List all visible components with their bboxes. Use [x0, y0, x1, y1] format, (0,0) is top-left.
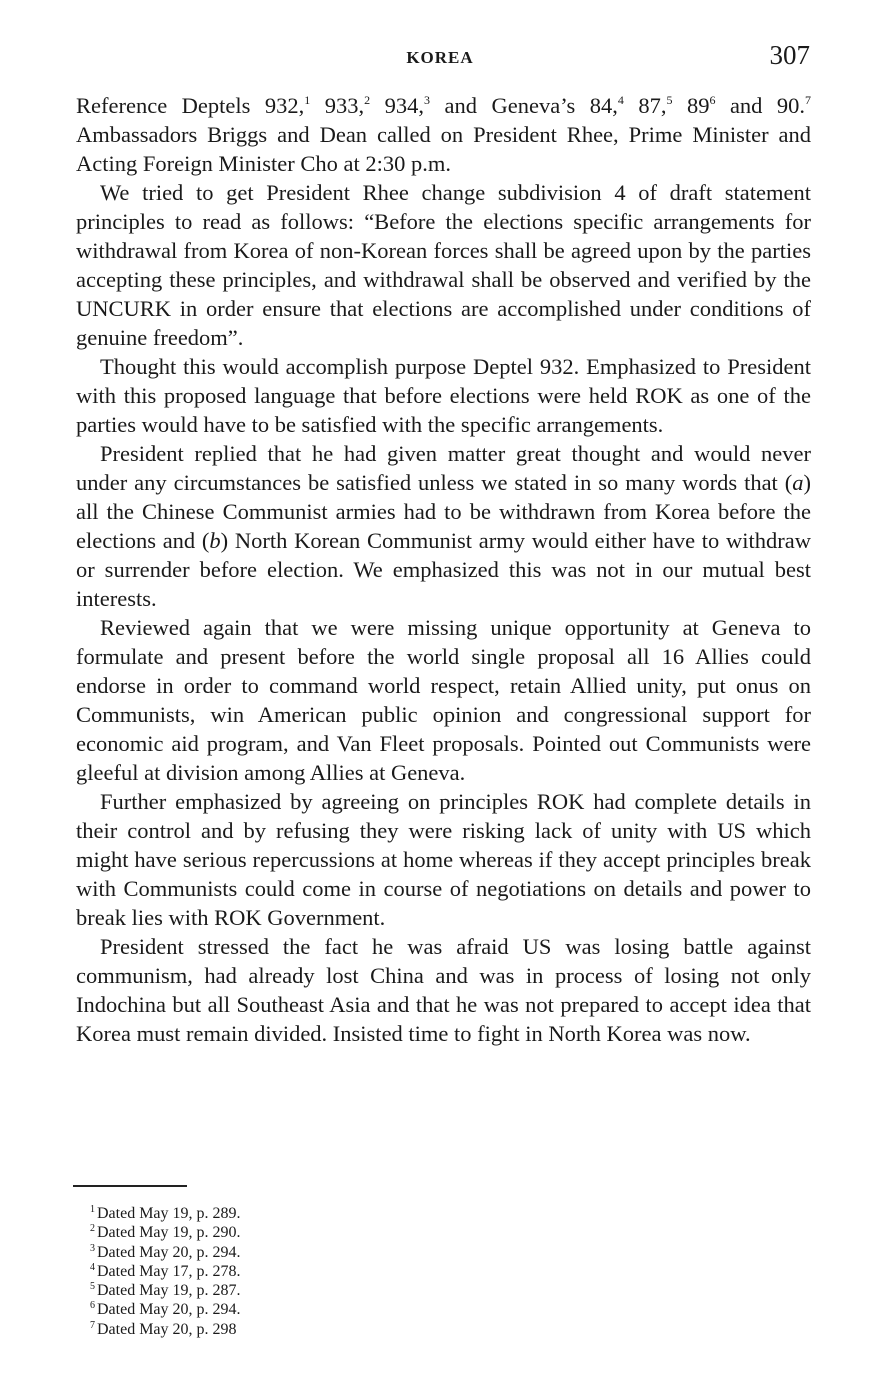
footnotes — [90, 1204, 490, 1339]
paragraph-text: 934, — [370, 93, 425, 118]
paragraph-text: We tried to get President Rhee change subdivision 4 of draft statement principles to read as follows: “Before the elections specific arrangements for withdrawal from Korea of non-Korean forces shall be agreed upon by the parties accepting these principles, and withdrawal shall be observed and verified by the UNCURK in order ensure that elections are accomplished under conditions of genuine freedom”. — [76, 180, 811, 350]
footnote-text: Dated May 19, p. 289. — [97, 1205, 241, 1222]
footnote-text: Dated May 20, p. 294. — [97, 1243, 241, 1261]
footnote-reference: 6 — [709, 93, 716, 107]
footnote-text: Dated May 19, p. 287. — [97, 1282, 241, 1300]
footnote-reference: 2 — [364, 93, 371, 107]
paragraph — [76, 91, 811, 178]
paragraph-text: Reference Deptels 932, — [76, 93, 305, 118]
paragraph — [76, 613, 811, 787]
paragraph — [76, 439, 811, 613]
footnote — [90, 1262, 490, 1281]
paragraph-text: Reviewed again that we were missing unique opportunity at Geneva to formulate and present before the world single proposal all 16 Allies could endorse in order to command world respect, retain Allied unity, put onus on Communists, win American public opinion and congressional support for economic aid program, and Van Fleet proposals. Pointed out Communists were gleeful at division among Allies at Geneva. — [76, 615, 811, 785]
body-text — [76, 91, 811, 1048]
footnote — [90, 1300, 490, 1319]
footnote-text: Dated May 19, p. 290. — [97, 1224, 241, 1242]
footnote-reference: 5 — [666, 93, 673, 107]
footnote-number: 3 — [90, 1242, 95, 1254]
italic-letter: a — [792, 470, 804, 495]
running-head-title: KOREA — [406, 48, 474, 67]
paragraph — [76, 178, 811, 352]
footnote-number: 6 — [90, 1300, 95, 1312]
paragraph-text: 933, — [310, 93, 365, 118]
footnote-text: Dated May 20, p. 294. — [97, 1301, 241, 1319]
paragraph — [76, 352, 811, 439]
footnote-text: Dated May 20, p. 298 — [97, 1320, 237, 1338]
footnote-reference: 7 — [805, 93, 812, 107]
paragraph-text: 89 — [672, 93, 710, 118]
footnote-number: 2 — [90, 1223, 95, 1235]
paragraph-text: Ambassadors Briggs and Dean called on President Rhee, Prime Minister and Acting Foreign Minister Cho at 2:30 p.m. — [76, 122, 811, 176]
footnote-number: 4 — [90, 1261, 95, 1273]
paragraph-text: Thought this would accomplish purpose Deptel 932. Emphasized to President with this proposed language that before elections were held ROK as one of the parties would have to be satisfied with the specific arrangements. — [76, 354, 811, 437]
paragraph-text: ) North Korean Communist army would either have to withdraw or surrender before election. We emphasized this was not in our mutual best interests. — [76, 528, 811, 611]
footnote-reference: 1 — [304, 93, 311, 107]
paragraph-text: ) all the Chinese Communist armies had to be withdrawn from Korea before the elections and ( — [76, 470, 811, 553]
footnote-number: 7 — [90, 1319, 95, 1331]
footnote — [90, 1320, 490, 1339]
running-head — [0, 40, 880, 74]
paragraph-text: President replied that he had given matter great thought and would never under any circumstances be satisfied unless we stated in so many words that ( — [76, 441, 811, 495]
italic-letter: b — [209, 528, 221, 553]
footnote-reference: 4 — [617, 93, 624, 107]
footnote-number: 5 — [90, 1281, 95, 1293]
footnote — [90, 1243, 490, 1262]
paragraph-text: 87, — [623, 93, 667, 118]
paragraph-text: Further emphasized by agreeing on principles ROK had complete details in their control and by refusing they were risking lack of unity with US which might have serious repercussions at home whereas if they accept principles break with Communists could come in course of negotiations on details and power to break lies with ROK Government. — [76, 789, 811, 930]
page-number: 307 — [769, 40, 810, 70]
footnote — [90, 1223, 490, 1242]
footnote-divider — [73, 1185, 187, 1187]
footnote — [90, 1281, 490, 1300]
paragraph-text: President stressed the fact he was afraid US was losing battle against communism, had already lost China and was in process of losing not only Indochina but all Southeast Asia and that he was not prepared to accept idea that Korea must remain divided. Insisted time to fight in North Korea was now. — [76, 934, 811, 1046]
footnote-text: Dated May 17, p. 278. — [97, 1262, 241, 1280]
footnote-reference: 3 — [424, 93, 431, 107]
footnote-number: 1 — [90, 1204, 95, 1215]
paragraph-text: and 90. — [715, 93, 806, 118]
paragraph — [76, 932, 811, 1048]
footnote — [90, 1204, 490, 1223]
paragraph — [76, 787, 811, 932]
paragraph-text: and Geneva’s 84, — [430, 93, 618, 118]
